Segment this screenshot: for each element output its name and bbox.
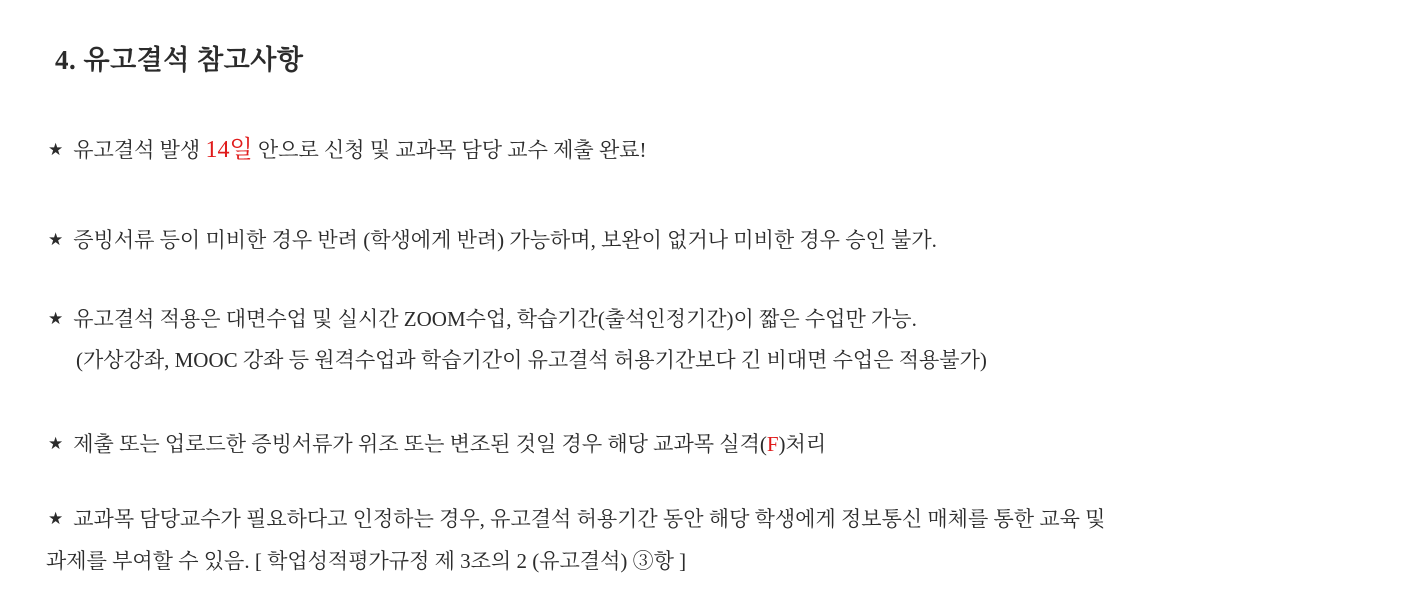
star-bullet-icon: ★: [48, 309, 64, 328]
professor-assignment-text: 교과목 담당교수가 필요하다고 인정하는 경우, 유고결석 허용기간 동안 해당 학생에게 정보통신 매체를 통한 교육 및: [73, 507, 1106, 531]
deadline-text-before: 유고결석 발생: [73, 138, 201, 162]
star-bullet-icon: ★: [48, 434, 64, 453]
applicable-classes-text: 유고결석 적용은 대면수업 및 실시간 ZOOM수업, 학습기간(출석인정기간)이 짧은 수업만 가능.: [73, 307, 917, 331]
star-bullet-icon: ★: [48, 230, 64, 249]
list-item-professor-assignment: [48, 503, 1105, 577]
star-bullet-icon: ★: [48, 140, 64, 159]
deadline-highlight: 14일: [205, 137, 253, 163]
forgery-text-after: )처리: [778, 432, 827, 456]
forgery-highlight: F: [766, 432, 779, 456]
forgery-text-before: 제출 또는 업로드한 증빙서류가 위조 또는 변조된 것일 경우 해당 교과목 실격(: [73, 432, 767, 456]
list-item-deadline: [48, 132, 647, 169]
star-bullet-icon: ★: [48, 509, 64, 528]
professor-assignment-wrap: 과제를 부여할 수 있음. [ 학업성적평가규정 제 3조의 2 (유고결석) ③항 ]: [46, 548, 687, 573]
list-item-documents: [48, 224, 937, 257]
list-item-applicable-classes: [48, 303, 987, 376]
list-item-forgery: [48, 428, 826, 461]
documents-text: 증빙서류 등이 미비한 경우 반려 (학생에게 반려) 가능하며, 보완이 없거나 미비한 경우 승인 불가.: [73, 228, 937, 252]
deadline-text-after: 안으로 신청 및 교과목 담당 교수 제출 완료!: [257, 138, 647, 162]
page-title: 4. 유고결석 참고사항: [55, 45, 304, 75]
applicable-classes-subtext: (가상강좌, MOOC 강좌 등 원격수업과 학습기간이 유고결석 허용기간보다 긴 비대면 수업은 적용불가): [76, 347, 987, 372]
